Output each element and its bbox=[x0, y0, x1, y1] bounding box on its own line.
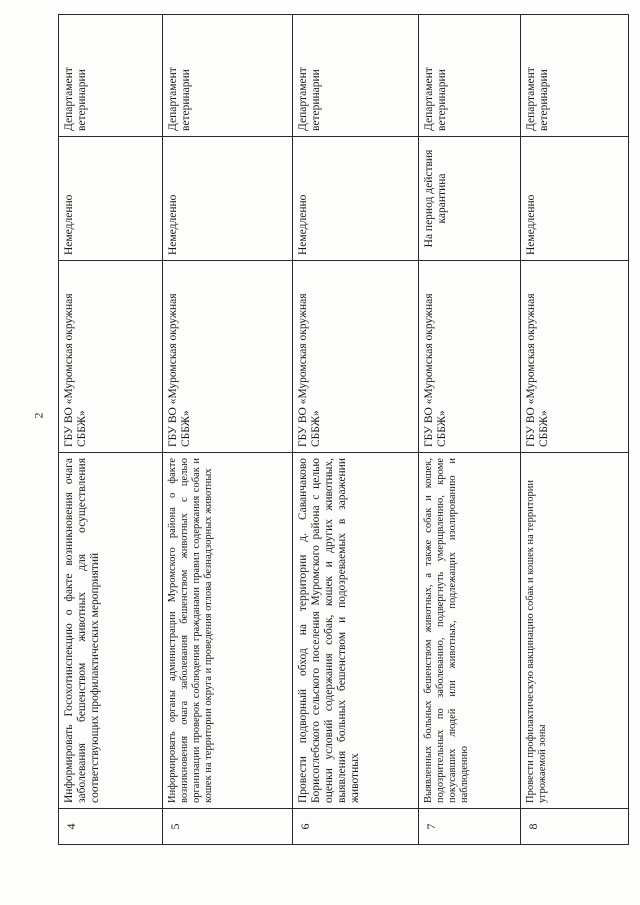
table-row bbox=[521, 15, 629, 845]
table-row bbox=[59, 15, 163, 845]
measure-cell: Провести профилактическую вакцинацию собак и кошек на территории угрожаемой зоны bbox=[521, 453, 629, 809]
term-cell: Немедленно bbox=[293, 137, 419, 261]
term-cell: Немедленно bbox=[163, 137, 293, 261]
table-row bbox=[419, 15, 521, 845]
executor-cell: ГБУ ВО «Муромская окружная СББЖ» bbox=[521, 261, 629, 453]
control-cell: Департамент ветеринарии bbox=[59, 15, 163, 137]
table-row bbox=[293, 15, 419, 845]
control-cell: Департамент ветеринарии bbox=[521, 15, 629, 137]
row-number: 4 bbox=[59, 809, 163, 845]
row-number: 8 bbox=[521, 809, 629, 845]
rotated-table-wrapper bbox=[58, 15, 628, 845]
measure-cell: Провести подворный обход на территории д. Саванчаково Борисоглебского сельского поселения Муромского района с целью оценки условий содержания собак, кошек и других животных, выявления больных бешенством и подозреваемых в заражении животных bbox=[293, 453, 419, 809]
executor-cell: ГБУ ВО «Муромская окружная СББЖ» bbox=[293, 261, 419, 453]
table-row bbox=[163, 15, 293, 845]
term-cell: Немедленно bbox=[59, 137, 163, 261]
control-cell: Департамент ветеринарии bbox=[293, 15, 419, 137]
control-cell: Департамент ветеринарии bbox=[419, 15, 521, 137]
control-cell: Департамент ветеринарии bbox=[163, 15, 293, 137]
page-number: 2 bbox=[31, 412, 46, 419]
measures-table bbox=[58, 14, 629, 845]
executor-cell: ГБУ ВО «Муромская окружная СББЖ» bbox=[419, 261, 521, 453]
measure-cell: Выявленных больных бешенством животных, а также собак и кошек, подозрительных по заболеванию, подвергнуть умерщвлению, кроме покусавших людей или животных, подлежащих изолированию и наблюдению bbox=[419, 453, 521, 809]
term-cell: Немедленно bbox=[521, 137, 629, 261]
executor-cell: ГБУ ВО «Муромская окружная СББЖ» bbox=[59, 261, 163, 453]
row-number: 7 bbox=[419, 809, 521, 845]
term-cell: На период действия карантина bbox=[419, 137, 521, 261]
executor-cell: ГБУ ВО «Муромская окружная СББЖ» bbox=[163, 261, 293, 453]
row-number: 6 bbox=[293, 809, 419, 845]
measure-cell: Информировать Госохотинспекцию о факте возникновения очага заболевания бешенством животных для осуществления соответствующих профилактических мероприятий bbox=[59, 453, 163, 809]
measure-cell: Информировать органы администрации Муромского района о факте возникновения очага заболевания бешенством животных с целью организации проверок соблюдения гражданами правил содержания собак и кошек на территории округа и проведения отлова безнадзорных животных bbox=[163, 453, 293, 809]
row-number: 5 bbox=[163, 809, 293, 845]
